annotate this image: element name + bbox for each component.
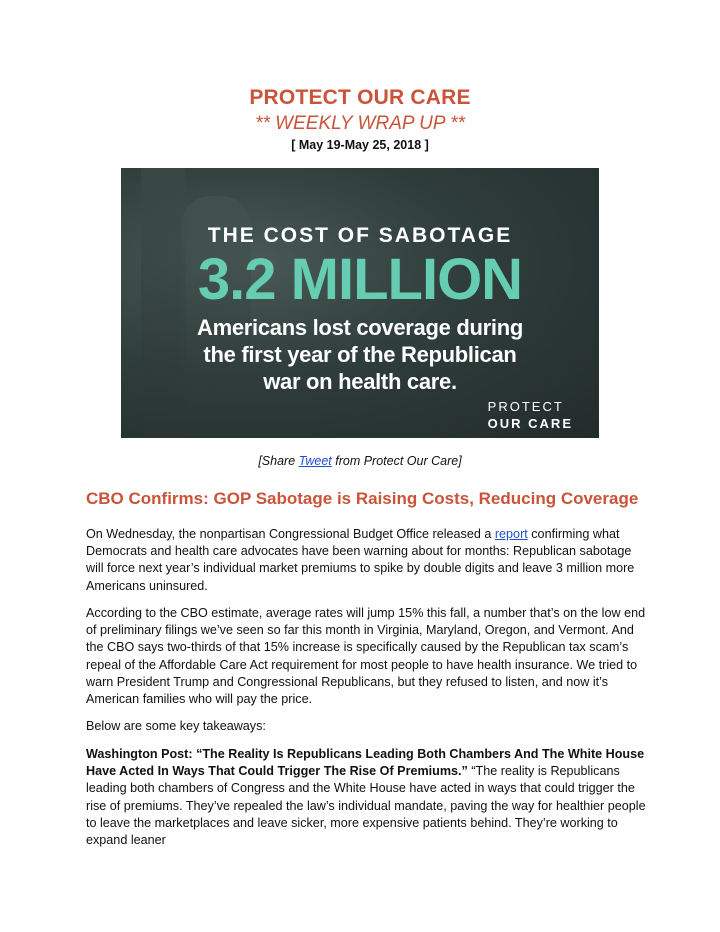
paragraph-cbo-estimate: According to the CBO estimate, average rates will jump 15% this fall, a number that’s on the low end of preliminary filings we’ve seen so far this month in Virginia, Maryland, Oregon, and Vermont. And the CBO says two-thirds of that 15% increase is specifically caused by the Republican tax scam’s repeal of the Affordable Care Act requirement for most people to have health insurance. We tried to warn President Trump and Congressional Republicans, but they refused to listen, and now it’s American families who will pay the price. [86, 606, 646, 707]
banner-caption-line: Americans lost coverage during [197, 315, 523, 340]
banner-caption [121, 314, 599, 395]
banner-caption-line: war on health care. [263, 369, 457, 394]
quote-headline: Washington Post: “The Reality Is Republicans Leading Both Chambers And The White House Have Acted In Ways That Could Trigger The Rise Of Premiums.” [86, 747, 645, 779]
banner-logo [488, 398, 573, 432]
quote-body: “The reality is Republicans leading both chambers of Congress and the White House have acted in ways that could trigger the rise of premiums. They’ve repealed the law’s individual mandate, paving the way for healthier people to leave the marketplaces and leave sicker, more expensive patients behind. They’re working to expand leaner [86, 764, 646, 848]
share-line [0, 454, 720, 468]
newsletter-subtitle: ** WEEKLY WRAP UP ** [255, 113, 465, 134]
paragraph-text: On Wednesday, the nonpartisan Congressional Budget Office released a [86, 527, 495, 541]
newsletter-title: PROTECT OUR CARE [249, 86, 471, 109]
banner-headline: THE COST OF SABOTAGE [207, 224, 513, 247]
banner-caption-line: the first year of the Republican [203, 342, 517, 367]
share-prefix: [Share [258, 454, 299, 468]
tweet-link[interactable]: Tweet [298, 454, 332, 468]
share-suffix: from Protect Our Care] [331, 454, 462, 468]
banner-statistic: 3.2 MILLION [197, 247, 523, 312]
paragraph-takeaways: Below are some key takeaways: [86, 719, 266, 733]
paragraph-washington-post [86, 746, 646, 849]
paragraph-intro [86, 526, 646, 595]
banner-logo-line1: PROTECT [487, 399, 564, 414]
paragraph-text: confirming what Democrats and health care advocates have been warning about for months: Republican sabotage will force next year’s individual market premiums to spike by double digits and leave 3 million more Americans uninsured. [86, 527, 635, 593]
section-heading: CBO Confirms: GOP Sabotage is Raising Costs, Reducing Coverage [86, 489, 639, 508]
report-link[interactable]: report [494, 527, 528, 541]
date-range: [ May 19-May 25, 2018 ] [291, 138, 429, 152]
sabotage-banner-image [121, 168, 599, 438]
banner-logo-line2: OUR CARE [487, 416, 573, 431]
